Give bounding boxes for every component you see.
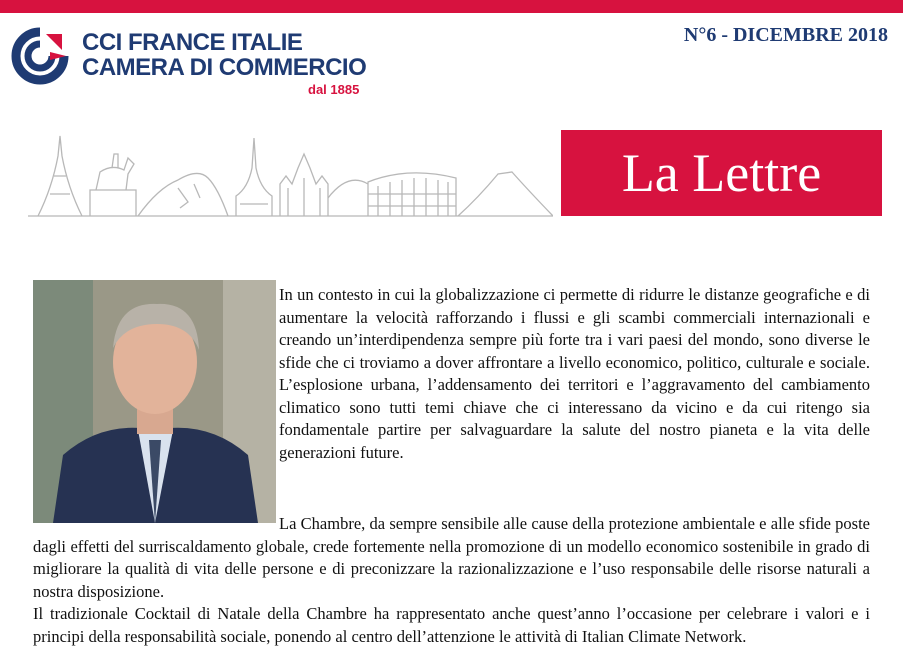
skyline-illustration bbox=[28, 128, 553, 220]
logo-line-1: CCI FRANCE ITALIE bbox=[82, 29, 303, 56]
paragraph-1: In un contesto in cui la globalizzazione ci permette di ridurre le distanze geografiche e di aumentare la velocità rafforzando i flussi e gli scambi commerciali internazionali e creando un’interdipendenza sempre più forte tra i vari paesi del mondo, sono diverse le sfide che ci troviamo a dover affrontare a livello economico, politico, culturale e sociale. L’esplosione urbana, l’addensamento dei territori e l’aggravamento del cambiamento climatico sono tutti temi chiave che ci interessano da vicino e da cui ritengo sia fondamentale partire per salvaguardare la salute del nostro pianeta e la vita delle generazioni future. bbox=[279, 285, 870, 462]
paragraph-3: Il tradizionale Cocktail di Natale della Chambre ha rappresentato anche quest’anno l’occasione per celebrare i valori e i principi della responsabilità sociale, ponendo al centro dell’attenzione le attività di Italian Climate Network. bbox=[33, 604, 870, 646]
logo-line-2: CAMERA DI COMMERCIO bbox=[82, 54, 367, 81]
cci-logo-mark-icon bbox=[10, 26, 70, 86]
president-portrait-photo bbox=[33, 280, 276, 523]
cci-logo bbox=[10, 22, 370, 100]
top-red-bar bbox=[0, 0, 903, 13]
logo-since: dal 1885 bbox=[308, 82, 360, 97]
issue-number: N°6 - DICEMBRE 2018 bbox=[683, 24, 888, 46]
la-lettre-banner: La Lettre bbox=[561, 130, 882, 216]
paragraph-2: La Chambre, da sempre sensibile alle cause della protezione ambientale e alle sfide poste dagli effetti del surriscaldamento globale, crede fortemente nella promozione di un modello economico sostenibile in grado di migliorare la qualità di vita delle persone e di preconizzare la razionalizzazione e l’uso responsabile delle risorse naturali a nostra disposizione. bbox=[33, 514, 870, 601]
